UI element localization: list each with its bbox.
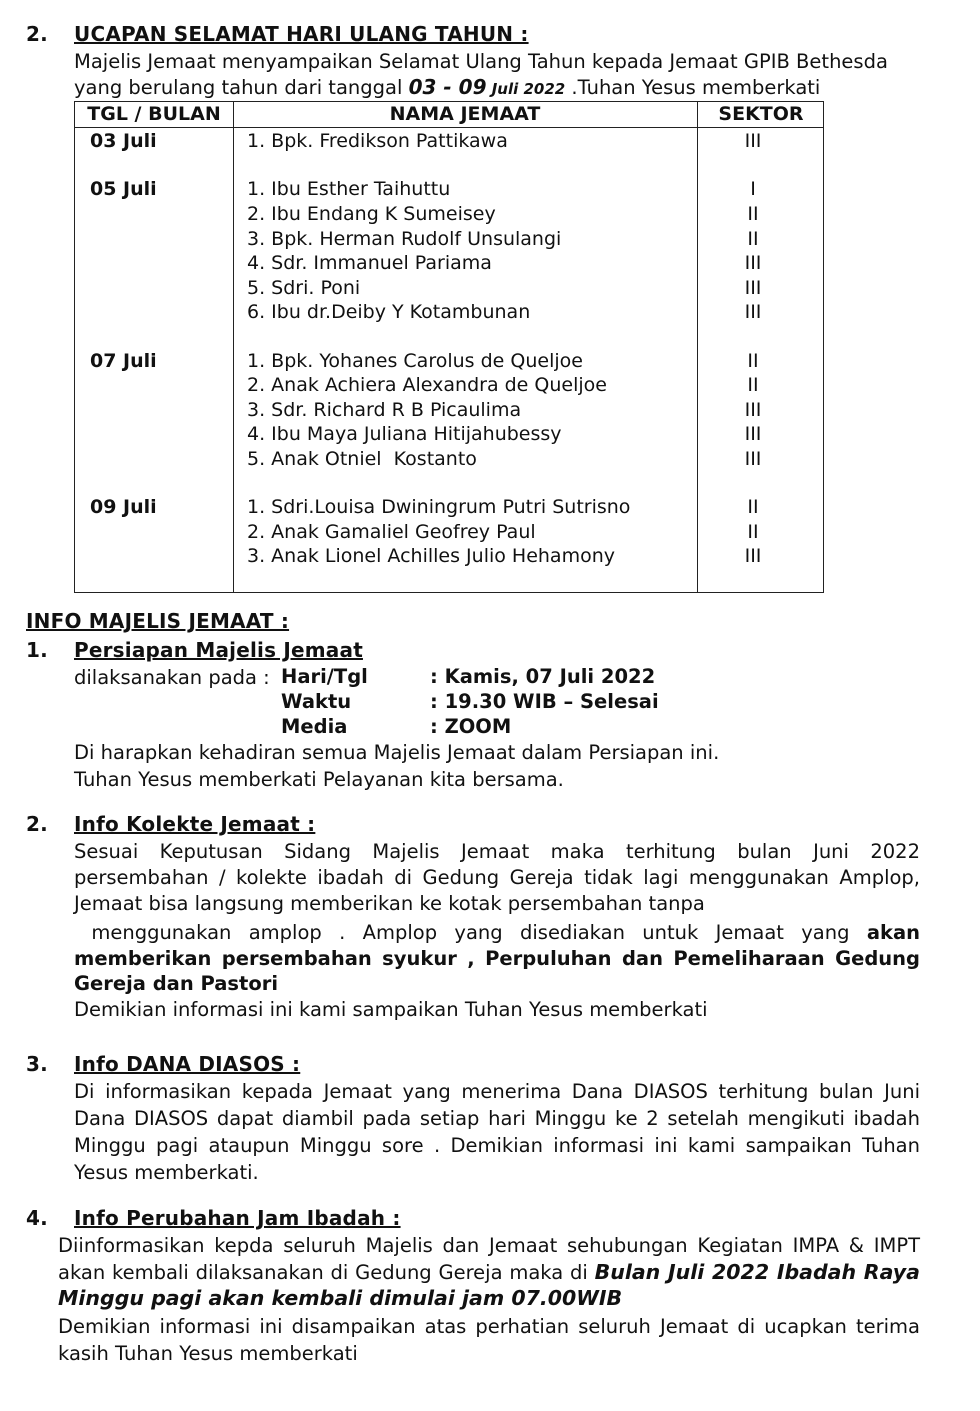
row-member-name: 2. Ibu Endang K Sumeisey bbox=[247, 203, 496, 225]
section-2-line-6: Gereja dan Pastori bbox=[74, 972, 279, 995]
table-row bbox=[75, 178, 825, 203]
section-3-line-1: Di informasikan kepada Jemaat yang menerima Dana DIASOS terhitung bulan Juni bbox=[74, 1080, 920, 1103]
row-date: 05 Juli bbox=[90, 178, 157, 200]
birthday-heading bbox=[26, 22, 529, 46]
table-row bbox=[75, 496, 825, 521]
row-sector: III bbox=[744, 130, 762, 152]
birthday-date-range: 03 - 09 bbox=[408, 75, 487, 99]
table-header-name: NAMA JEMAAT bbox=[389, 103, 541, 125]
row-sector: II bbox=[747, 203, 759, 225]
section-2-line-5: memberikan persembahan syukur , Perpuluhan dan Pemeliharaan Gedung bbox=[74, 947, 920, 970]
section-3-title: Info DANA DIASOS : bbox=[74, 1052, 301, 1076]
table-row bbox=[75, 448, 825, 473]
section-2-title: Info Kolekte Jemaat : bbox=[74, 812, 316, 836]
table-row bbox=[75, 521, 825, 546]
meeting-day-label: Hari/Tgl bbox=[281, 665, 368, 688]
row-sector: III bbox=[744, 545, 762, 567]
row-sector: III bbox=[744, 252, 762, 274]
row-member-name: 1. Bpk. Fredikson Pattikawa bbox=[247, 130, 508, 152]
section-2-line-7: Demikian informasi ini kami sampaikan Tuhan Yesus memberkati bbox=[74, 998, 708, 1021]
info-heading: INFO MAJELIS JEMAAT : bbox=[26, 609, 290, 633]
section-4-line-4: Demikian informasi ini disampaikan atas perhatian seluruh Jemaat di ucapkan terima bbox=[58, 1315, 920, 1338]
row-member-name: 3. Sdr. Richard R B Picaulima bbox=[247, 399, 522, 421]
table-row bbox=[75, 423, 825, 448]
birthday-heading-text: UCAPAN SELAMAT HARI ULANG TAHUN : bbox=[74, 22, 529, 46]
table-row bbox=[75, 228, 825, 253]
row-sector: III bbox=[744, 277, 762, 299]
section-1-line-1: Di harapkan kehadiran semua Majelis Jemaat dalam Persiapan ini. bbox=[74, 741, 720, 764]
table-row bbox=[75, 350, 825, 375]
section-4-heading: 4. Info Perubahan Jam Ibadah : bbox=[26, 1206, 401, 1230]
section-1-lead: dilaksanakan pada : bbox=[74, 666, 270, 689]
table-row bbox=[75, 277, 825, 302]
section-2-line-3: Jemaat bisa langsung memberikan ke kotak persembahan tanpa bbox=[74, 892, 705, 915]
section-2-line-1: Sesuai Keputusan Sidang Majelis Jemaat maka terhitung bulan Juni 2022 bbox=[74, 840, 920, 863]
meeting-time-value: : 19.30 WIB – Selesai bbox=[430, 690, 659, 713]
row-sector: III bbox=[744, 301, 762, 323]
row-sector: II bbox=[747, 374, 759, 396]
birthday-table bbox=[74, 101, 824, 593]
row-member-name: 3. Bpk. Herman Rudolf Unsulangi bbox=[247, 228, 562, 250]
section-3-heading: 3. Info DANA DIASOS : bbox=[26, 1052, 301, 1076]
row-member-name: 2. Anak Achiera Alexandra de Queljoe bbox=[247, 374, 607, 396]
birthday-heading-number: 2. bbox=[26, 22, 48, 46]
row-member-name: 1. Bpk. Yohanes Carolus de Queljoe bbox=[247, 350, 583, 372]
section-4-line-2: akan kembali dilaksanakan di Gedung Gereja maka di Bulan Juli 2022 Ibadah Raya bbox=[58, 1260, 920, 1284]
row-member-name: 4. Ibu Maya Juliana Hitijahubessy bbox=[247, 423, 562, 445]
row-date: 07 Juli bbox=[90, 350, 157, 372]
row-sector: III bbox=[744, 399, 762, 421]
meeting-time-label: Waktu bbox=[281, 690, 352, 713]
section-3-line-3: Minggu pagi ataupun Minggu sore . Demikian informasi ini kami sampaikan Tuhan bbox=[74, 1134, 920, 1157]
row-member-name: 3. Anak Lionel Achilles Julio Hehamony bbox=[247, 545, 615, 567]
section-4-line-5: kasih Tuhan Yesus memberkati bbox=[58, 1342, 358, 1365]
row-member-name: 4. Sdr. Immanuel Pariama bbox=[247, 252, 492, 274]
row-member-name: 1. Sdri.Louisa Dwiningrum Putri Sutrisno bbox=[247, 496, 631, 518]
table-header-sector: SEKTOR bbox=[718, 103, 804, 125]
birthday-intro-line-2: yang berulang tahun dari tanggal 03 - 09 Juli 2022 .Tuhan Yesus memberkati bbox=[74, 75, 821, 99]
table-row bbox=[75, 399, 825, 424]
table-row bbox=[75, 301, 825, 326]
row-date: 03 Juli bbox=[90, 130, 157, 152]
section-2-line-2: persembahan / kolekte ibadah di Gedung Gereja tidak lagi menggunakan Amplop, bbox=[74, 866, 920, 889]
section-1-line-2: Tuhan Yesus memberkati Pelayanan kita bersama. bbox=[74, 768, 564, 791]
row-sector: II bbox=[747, 350, 759, 372]
row-sector: II bbox=[747, 228, 759, 250]
table-header-divider bbox=[75, 127, 823, 128]
section-3-line-2: Dana DIASOS dapat diambil pada setiap hari Minggu ke 2 setelah mengikuti ibadah bbox=[74, 1107, 920, 1130]
row-date: 09 Juli bbox=[90, 496, 157, 518]
meeting-day-value: : Kamis, 07 Juli 2022 bbox=[430, 665, 656, 688]
table-row bbox=[75, 545, 825, 570]
table-row bbox=[75, 203, 825, 228]
section-4-line-3: Minggu pagi akan kembali dimulai jam 07.00WIB bbox=[58, 1286, 623, 1310]
birthday-date-month: Juli 2022 bbox=[486, 80, 566, 98]
section-4-line-1: Diinformasikan kepda seluruh Majelis dan Jemaat sehubungan Kegiatan IMPA & IMPT bbox=[58, 1234, 920, 1257]
birthday-intro-line-1: Majelis Jemaat menyampaikan Selamat Ulang Tahun kepada Jemaat GPIB Bethesda bbox=[74, 50, 888, 73]
section-2-heading: 2. Info Kolekte Jemaat : bbox=[26, 812, 316, 836]
row-sector: II bbox=[747, 496, 759, 518]
table-row bbox=[75, 374, 825, 399]
table-header-date: TGL / BULAN bbox=[87, 103, 221, 125]
row-sector: I bbox=[750, 178, 756, 200]
row-member-name: 2. Anak Gamaliel Geofrey Paul bbox=[247, 521, 536, 543]
table-row bbox=[75, 130, 825, 155]
section-4-title: Info Perubahan Jam Ibadah : bbox=[74, 1206, 401, 1230]
section-1-heading: 1. Persiapan Majelis Jemaat bbox=[26, 638, 363, 662]
section-1-title: Persiapan Majelis Jemaat bbox=[74, 638, 363, 662]
row-member-name: 1. Ibu Esther Taihuttu bbox=[247, 178, 451, 200]
row-member-name: 6. Ibu dr.Deiby Y Kotambunan bbox=[247, 301, 531, 323]
section-2-line-4: menggunakan amplop . Amplop yang disediakan untuk Jemaat yang akan bbox=[74, 921, 920, 944]
section-3-line-4: Yesus memberkati. bbox=[74, 1161, 259, 1184]
row-sector: III bbox=[744, 448, 762, 470]
row-member-name: 5. Sdri. Poni bbox=[247, 277, 361, 299]
table-row bbox=[75, 252, 825, 277]
row-sector: III bbox=[744, 423, 762, 445]
meeting-media-value: : ZOOM bbox=[430, 715, 512, 738]
row-sector: II bbox=[747, 521, 759, 543]
meeting-media-label: Media bbox=[281, 715, 348, 738]
row-member-name: 5. Anak Otniel Kostanto bbox=[247, 448, 477, 470]
